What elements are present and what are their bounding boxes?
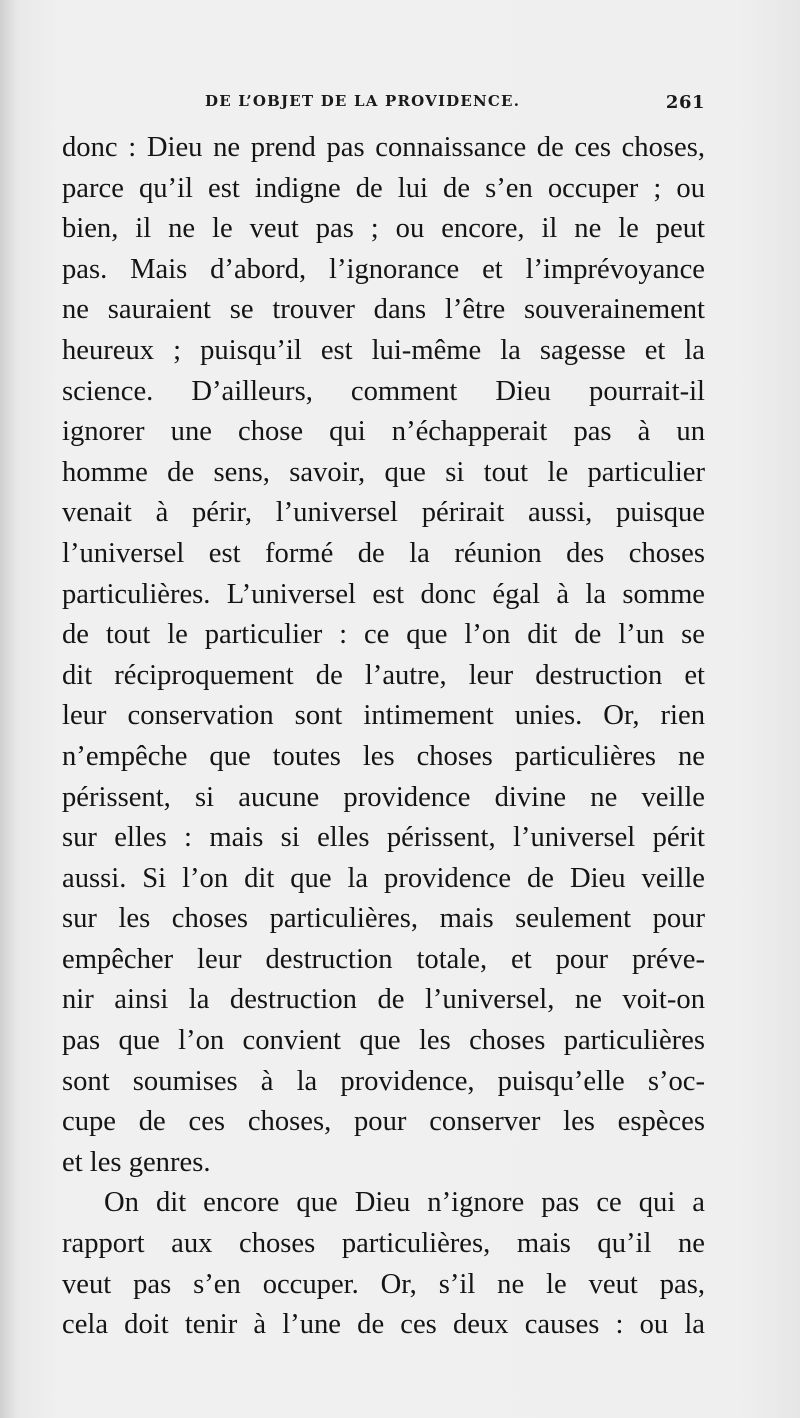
text-line: dit réciproquement de l’autre, leur destruction et: [62, 659, 705, 691]
text-line: sur elles : mais si elles périssent, l’universel périt: [62, 822, 705, 854]
text-line: sont soumises à la providence, puisqu’elle s’oc-: [62, 1065, 705, 1097]
text-line: empêcher leur destruction totale, et pour préve-: [62, 943, 705, 975]
text-line: science. D’ailleurs, comment Dieu pourrait-il: [62, 375, 705, 407]
paragraph-start-line: On dit encore que Dieu n’ignore pas ce qui a: [104, 1187, 705, 1219]
text-line: cela doit tenir à l’une de ces deux causes : ou la: [62, 1309, 705, 1341]
text-line: sur les choses particulières, mais seulement pour: [62, 903, 705, 935]
running-title: DE L’OBJET DE LA PROVIDENCE.: [205, 92, 521, 110]
text-line: de tout le particulier : ce que l’on dit de l’un se: [62, 619, 705, 651]
text-line: venait à périr, l’universel périrait aussi, puisque: [62, 497, 705, 529]
text-line: bien, il ne le veut pas ; ou encore, il ne le peut: [62, 213, 705, 245]
body-text: [62, 128, 705, 1346]
text-line: veut pas s’en occuper. Or, s’il ne le veut pas,: [62, 1268, 705, 1300]
text-line: périssent, si aucune providence divine ne veille: [62, 781, 705, 813]
text-line: particulières. L’universel est donc égal à la somme: [62, 578, 705, 610]
text-line: l’universel est formé de la réunion des choses: [62, 537, 705, 569]
text-line: n’empêche que toutes les choses particulières ne: [62, 740, 705, 772]
text-line: pas. Mais d’abord, l’ignorance et l’imprévoyance: [62, 253, 705, 285]
text-line: nir ainsi la destruction de l’universel, ne voit-on: [62, 984, 705, 1016]
paragraph-end-line: et les genres.: [62, 1146, 211, 1178]
text-line: heureux ; puisqu’il est lui-même la sagesse et la: [62, 334, 705, 366]
page-header: [205, 92, 705, 118]
text-line: donc : Dieu ne prend pas connaissance de ces choses,: [62, 132, 705, 163]
text-line: aussi. Si l’on dit que la providence de Dieu veille: [62, 862, 705, 894]
text-line: leur conservation sont intimement unies. Or, rien: [62, 700, 705, 732]
page-number: 261: [665, 92, 705, 113]
text-line: pas que l’on convient que les choses particulières: [62, 1025, 705, 1057]
text-line: homme de sens, savoir, que si tout le particulier: [62, 456, 705, 488]
text-line: ignorer une chose qui n’échapperait pas à un: [62, 416, 705, 448]
text-line: rapport aux choses particulières, mais qu’il ne: [62, 1228, 705, 1260]
text-line: ne sauraient se trouver dans l’être souverainement: [62, 294, 705, 326]
text-line: parce qu’il est indigne de lui de s’en occuper ; ou: [62, 172, 705, 204]
text-line: cupe de ces choses, pour conserver les espèces: [62, 1106, 705, 1138]
